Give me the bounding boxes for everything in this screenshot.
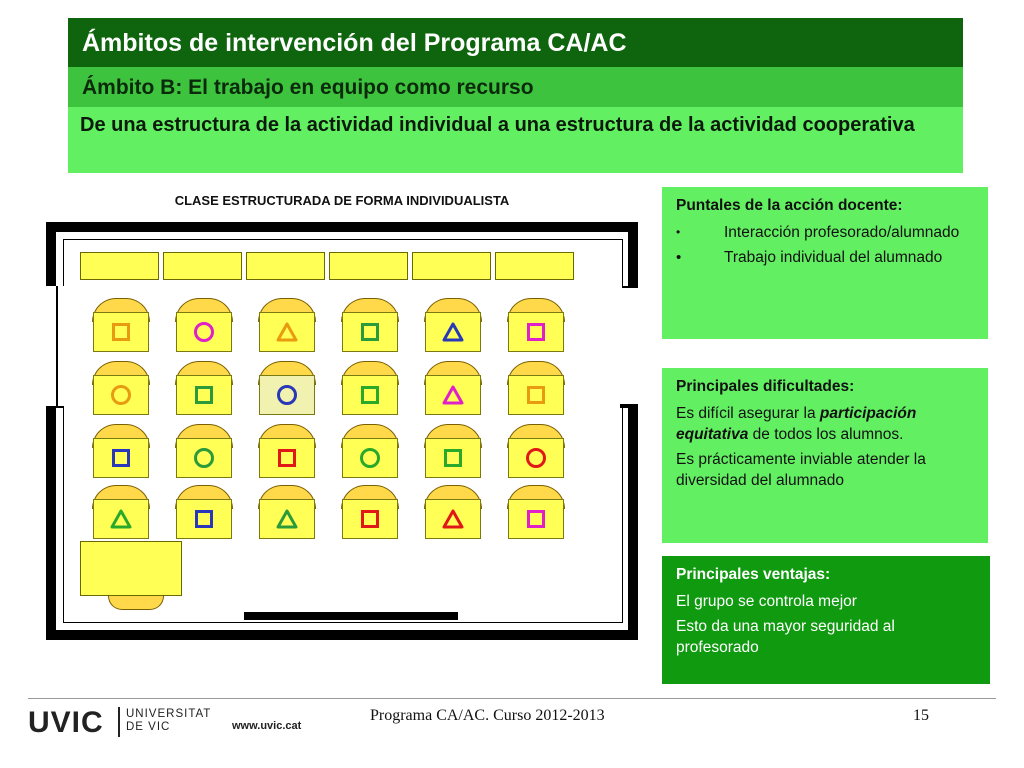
square-icon	[527, 386, 545, 404]
square-icon	[112, 323, 130, 341]
blackboard	[244, 612, 458, 620]
page-number: 15	[913, 707, 929, 724]
square-icon	[361, 386, 379, 404]
front-desk	[246, 252, 325, 280]
bullet-icon: •	[676, 225, 681, 239]
square-icon	[361, 323, 379, 341]
footer-divider	[28, 698, 996, 699]
uvic-logo: UVIC	[28, 706, 104, 739]
classroom-title: CLASE ESTRUCTURADA DE FORMA INDIVIDUALISTA	[174, 193, 510, 208]
bullet-icon: •	[676, 249, 682, 266]
square-icon	[278, 449, 296, 467]
door-gap-right	[620, 286, 638, 404]
triangle-icon	[441, 384, 465, 406]
front-desk	[495, 252, 574, 280]
panel-dificultades	[662, 368, 988, 543]
triangle-icon	[441, 508, 465, 530]
circle-icon	[360, 448, 380, 468]
ventajas-item: Esto da una mayor seguridad al profesorado	[676, 618, 895, 656]
square-icon	[195, 510, 213, 528]
footer-url[interactable]: www.uvic.cat	[232, 720, 302, 732]
teacher-desk	[80, 541, 182, 596]
slide-title: Ámbitos de intervención del Programa CA/AC	[68, 18, 963, 68]
circle-icon	[194, 322, 214, 342]
front-desk	[412, 252, 491, 280]
circle-icon	[111, 385, 131, 405]
list-item: • Trabajo individual del alumnado	[676, 249, 943, 266]
footer-course: Programa CA/AC. Curso 2012-2013	[370, 707, 605, 724]
triangle-icon	[441, 321, 465, 343]
triangle-icon	[109, 508, 133, 530]
ventajas-item: El grupo se controla mejor	[676, 593, 857, 610]
panel-dificultades-heading: Principales dificultades:	[676, 378, 855, 395]
logo-separator	[118, 707, 120, 737]
dificultades-paragraph: Es difícil asegurar la participación equitativa de todos los alumnos.	[676, 405, 917, 443]
lead-statement: De una estructura de la actividad individual a una estructura de la actividad cooperativa	[68, 107, 963, 173]
square-icon	[527, 323, 545, 341]
front-desk	[329, 252, 408, 280]
front-desk	[80, 252, 159, 280]
square-icon	[444, 449, 462, 467]
dificultades-paragraph: Es prácticamente inviable atender la diversidad del alumnado	[676, 451, 926, 489]
window-gap-left	[46, 286, 64, 406]
square-icon	[112, 449, 130, 467]
circle-icon	[277, 385, 297, 405]
panel-puntales	[662, 187, 988, 339]
panel-ventajas	[662, 556, 990, 684]
circle-icon	[194, 448, 214, 468]
square-icon	[195, 386, 213, 404]
panel-ventajas-heading: Principales ventajas:	[676, 566, 831, 583]
slide-subtitle: Ámbito B: El trabajo en equipo como recurso	[68, 67, 963, 107]
square-icon	[361, 510, 379, 528]
triangle-icon	[275, 321, 299, 343]
panel-puntales-heading: Puntales de la acción docente:	[676, 197, 903, 214]
uvic-logo-text: UNIVERSITAT DE VIC	[126, 708, 212, 733]
teacher-chair	[108, 596, 164, 610]
list-item: • Interacción profesorado/alumnado	[676, 224, 960, 241]
front-desk	[163, 252, 242, 280]
circle-icon	[526, 448, 546, 468]
square-icon	[527, 510, 545, 528]
triangle-icon	[275, 508, 299, 530]
